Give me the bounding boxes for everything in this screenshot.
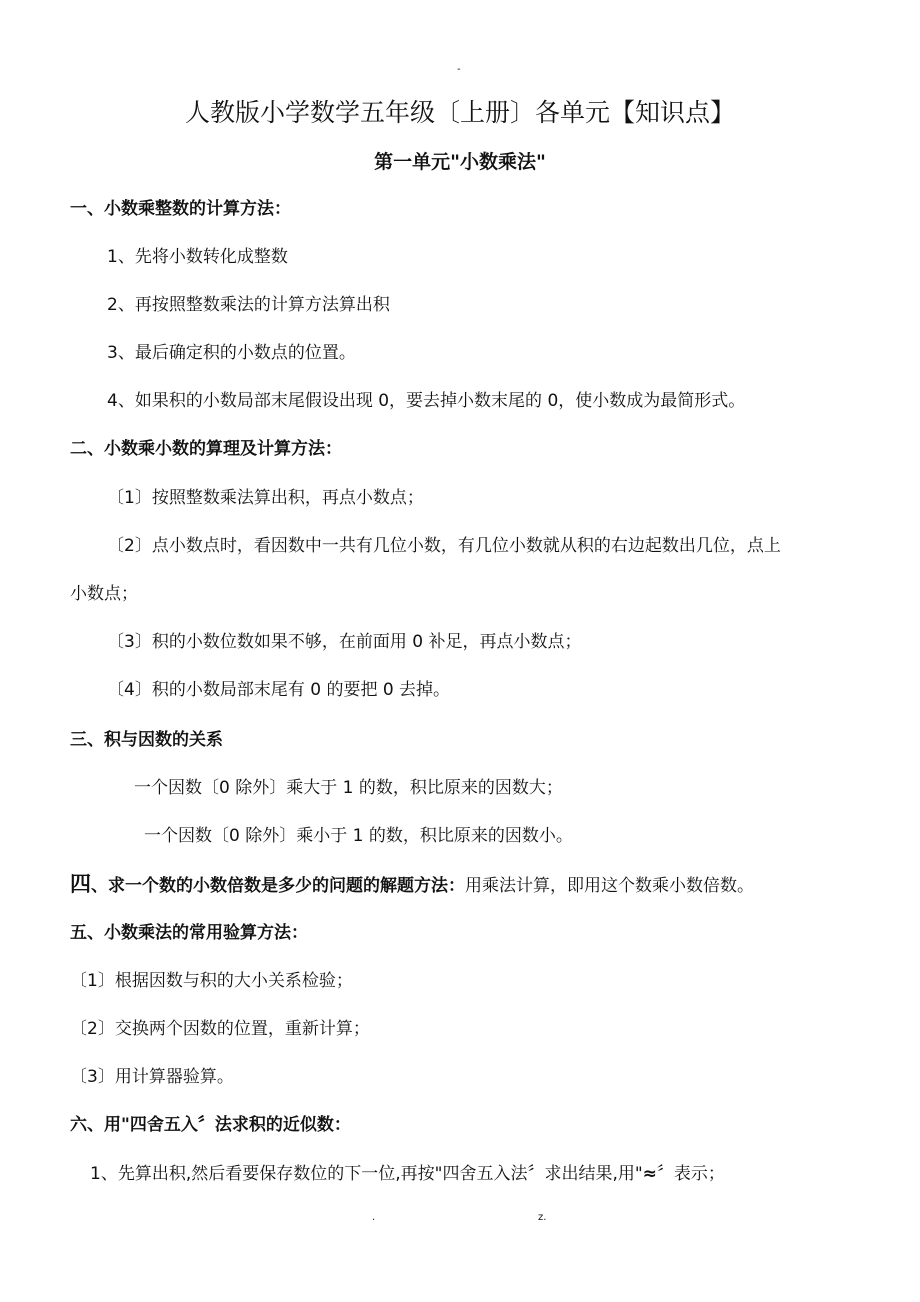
section4-text: 用乘法计算，即用这个数乘小数倍数。 [465,876,754,896]
section2-item-3: 〔3〕积的小数位数如果不够，在前面用 0 补足，再点小数点； [107,632,582,652]
section4-heading: 、求一个数的小数倍数是多少的问题的解题方法： [91,876,465,896]
section5-item-2: 〔2〕交换两个因数的位置，重新计算； [70,1019,370,1039]
section1-item-1: 1、先将小数转化成整数 [107,247,288,267]
section6-item-1-text: 1、先算出积,然后看要保存数位的下一位,再按"四舍五入法〞求出结果,用" [90,1164,643,1184]
section2-heading: 二、小数乘小数的算理及计算方法： [70,439,342,459]
section1-heading: 一、小数乘整数的计算方法： [70,199,291,219]
section1-item-4: 4、如果积的小数局部末尾假设出现 0，要去掉小数末尾的 0，使小数成为最简形式。 [107,391,746,411]
section1-item-2: 2、再按照整数乘法的计算方法算出积 [107,295,390,315]
footer-right-mark: z. [538,1212,547,1223]
section6-item-1 [90,1163,725,1185]
section5-heading: 五、小数乘法的常用验算方法： [70,923,308,943]
section2-item-2-line2: 小数点； [70,584,138,604]
section2-item-1: 〔1〕按照整数乘法算出积，再点小数点； [107,488,424,508]
section5-item-3: 〔3〕用计算器验算。 [70,1067,234,1087]
section1-item-3: 3、最后确定积的小数点的位置。 [107,343,356,363]
section3-heading: 三、积与因数的关系 [70,730,223,750]
section6-heading: 六、用"四舍五入〞法求积的近似数： [70,1115,351,1135]
approx-symbol: ≈ [642,1164,657,1184]
footer-left-mark: . [372,1212,376,1223]
header-marker: - [457,64,461,75]
section2-item-4: 〔4〕积的小数局部末尾有 0 的要把 0 去掉。 [107,680,451,700]
section5-item-1: 〔1〕根据因数与积的大小关系检验； [70,971,353,991]
section6-item-1-end: 〞表示； [656,1164,725,1184]
section4-number: 四 [70,872,91,896]
section2-item-2-line1: 〔2〕点小数点时，看因数中一共有几位小数，有几位小数就从积的右边起数出几位，点上 [107,536,781,556]
unit-title: 第一单元"小数乘法" [374,151,546,173]
section3-item-2: 一个因数〔0 除外〕乘小于 1 的数，积比原来的因数小。 [144,826,573,846]
document-title: 人教版小学数学五年级〔上册〕各单元【知识点】 [184,98,735,127]
section4-line [70,873,754,897]
section3-item-1: 一个因数〔0 除外〕乘大于 1 的数，积比原来的因数大； [134,778,563,798]
